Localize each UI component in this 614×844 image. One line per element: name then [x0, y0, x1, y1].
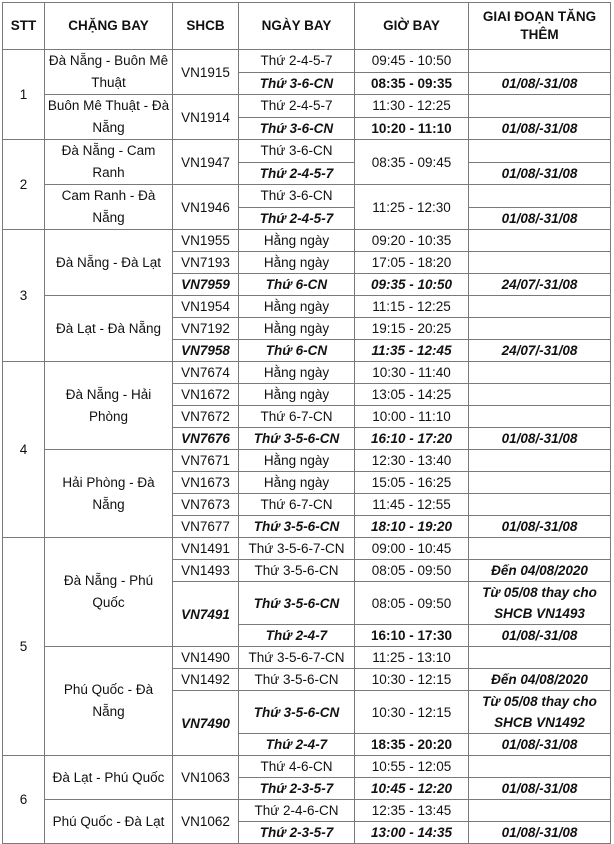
time-cell: 09:35 - 10:50 [355, 274, 469, 296]
table-row [3, 95, 611, 118]
time-cell: 10:20 - 11:10 [355, 117, 469, 140]
time-cell: 12:30 - 13:40 [355, 450, 469, 472]
days-cell: Hằng ngày [239, 362, 355, 384]
period-cell: 01/08/-31/08 [469, 207, 611, 230]
days-cell: Thứ 3-5-6-7-CN [239, 538, 355, 560]
flight-cell: VN7193 [173, 252, 239, 274]
period-cell [469, 756, 611, 778]
time-cell: 16:10 - 17:30 [355, 625, 469, 647]
days-cell: Thứ 2-3-5-7 [239, 822, 355, 844]
time-cell: 10:30 - 11:40 [355, 362, 469, 384]
days-cell: Thứ 3-5-6-CN [239, 428, 355, 450]
flight-cell: VN1672 [173, 384, 239, 406]
flight-cell: VN7192 [173, 318, 239, 340]
flight-cell: VN7672 [173, 406, 239, 428]
flight-cell: VN7673 [173, 494, 239, 516]
period-cell [469, 140, 611, 163]
header-row [3, 3, 611, 50]
time-cell: 11:45 - 12:55 [355, 494, 469, 516]
flight-cell: VN7676 [173, 428, 239, 450]
period-cell [469, 538, 611, 560]
flight-schedule-table [2, 2, 611, 844]
period-cell: Đến 04/08/2020 [469, 560, 611, 582]
days-cell: Thứ 6-7-CN [239, 406, 355, 428]
period-cell [469, 318, 611, 340]
days-cell: Thứ 2-4-5-7 [239, 50, 355, 73]
period-cell [469, 50, 611, 73]
flight-cell: VN1914 [173, 95, 239, 140]
time-cell: 13:00 - 14:35 [355, 822, 469, 844]
time-cell: 13:05 - 14:25 [355, 384, 469, 406]
days-cell: Thứ 3-5-6-CN [239, 691, 355, 734]
route-cell: Đà Nẵng - Hải Phòng [45, 362, 173, 450]
header-days: NGÀY BAY [239, 3, 355, 50]
days-cell: Thứ 6-CN [239, 340, 355, 362]
time-cell: 10:55 - 12:05 [355, 756, 469, 778]
period-cell: 01/08/-31/08 [469, 734, 611, 756]
route-cell: Đà Nẵng - Buôn Mê Thuật [45, 50, 173, 95]
table-row [3, 296, 611, 318]
table-row [3, 362, 611, 384]
header-flight: SHCB [173, 3, 239, 50]
time-cell: 10:30 - 12:15 [355, 669, 469, 691]
header-stt: STT [3, 3, 45, 50]
days-cell: Thứ 2-4-6-CN [239, 800, 355, 822]
period-cell: 01/08/-31/08 [469, 822, 611, 844]
route-cell: Cam Ranh - Đà Nẵng [45, 185, 173, 230]
period-cell: 01/08/-31/08 [469, 778, 611, 800]
stt-cell: 6 [3, 756, 45, 844]
time-cell: 11:25 - 13:10 [355, 647, 469, 669]
days-cell: Hằng ngày [239, 296, 355, 318]
flight-cell: VN1947 [173, 140, 239, 185]
time-cell: 17:05 - 18:20 [355, 252, 469, 274]
period-cell [469, 647, 611, 669]
route-cell: Đà Nẵng - Cam Ranh [45, 140, 173, 185]
flight-cell: VN7671 [173, 450, 239, 472]
stt-cell: 2 [3, 140, 45, 230]
days-cell: Thứ 3-5-6-CN [239, 669, 355, 691]
days-cell: Thứ 3-5-6-CN [239, 560, 355, 582]
days-cell: Thứ 6-7-CN [239, 494, 355, 516]
period-cell: 24/07/-31/08 [469, 340, 611, 362]
header-period: GIAI ĐOẠN TĂNG THÊM [469, 3, 611, 50]
time-cell: 10:45 - 12:20 [355, 778, 469, 800]
route-cell: Đà Lạt - Phú Quốc [45, 756, 173, 800]
flight-cell: VN1915 [173, 50, 239, 95]
flight-cell: VN7674 [173, 362, 239, 384]
header-time: GIỜ BAY [355, 3, 469, 50]
period-cell [469, 296, 611, 318]
flight-cell: VN1062 [173, 800, 239, 844]
route-cell: Hải Phòng - Đà Nẵng [45, 450, 173, 538]
time-cell: 10:30 - 12:15 [355, 691, 469, 734]
period-cell [469, 384, 611, 406]
flight-cell: VN1946 [173, 185, 239, 230]
days-cell: Thứ 2-4-7 [239, 625, 355, 647]
flight-cell: VN7491 [173, 582, 239, 647]
time-cell: 08:35 - 09:35 [355, 72, 469, 95]
period-cell: Đến 04/08/2020 [469, 669, 611, 691]
time-cell: 19:15 - 20:25 [355, 318, 469, 340]
flight-cell: VN1955 [173, 230, 239, 252]
period-cell [469, 252, 611, 274]
days-cell: Hằng ngày [239, 472, 355, 494]
days-cell: Thứ 2-4-5-7 [239, 95, 355, 118]
table-row [3, 230, 611, 252]
time-cell: 08:05 - 09:50 [355, 560, 469, 582]
flight-cell: VN1492 [173, 669, 239, 691]
time-cell: 11:15 - 12:25 [355, 296, 469, 318]
flight-cell: VN1490 [173, 647, 239, 669]
flight-cell: VN7490 [173, 691, 239, 756]
period-cell: 24/07/-31/08 [469, 274, 611, 296]
days-cell: Thứ 2-3-5-7 [239, 778, 355, 800]
time-cell: 15:05 - 16:25 [355, 472, 469, 494]
time-cell: 09:20 - 10:35 [355, 230, 469, 252]
flight-cell: VN7958 [173, 340, 239, 362]
period-cell: 01/08/-31/08 [469, 516, 611, 538]
route-cell: Đà Lạt - Đà Nẵng [45, 296, 173, 362]
table-row [3, 450, 611, 472]
time-cell: 12:35 - 13:45 [355, 800, 469, 822]
header-route: CHẶNG BAY [45, 3, 173, 50]
table-row [3, 647, 611, 669]
days-cell: Hằng ngày [239, 252, 355, 274]
table-row [3, 185, 611, 208]
time-cell: 09:45 - 10:50 [355, 50, 469, 73]
period-cell [469, 800, 611, 822]
period-cell: 01/08/-31/08 [469, 162, 611, 185]
period-cell [469, 406, 611, 428]
days-cell: Hằng ngày [239, 450, 355, 472]
period-cell [469, 472, 611, 494]
time-cell: 08:05 - 09:50 [355, 582, 469, 625]
flight-cell: VN7677 [173, 516, 239, 538]
period-cell [469, 95, 611, 118]
time-cell: 09:00 - 10:45 [355, 538, 469, 560]
flight-cell: VN1491 [173, 538, 239, 560]
days-cell: Thứ 3-5-6-7-CN [239, 647, 355, 669]
period-cell: 01/08/-31/08 [469, 428, 611, 450]
period-cell [469, 185, 611, 208]
time-cell: 18:35 - 20:20 [355, 734, 469, 756]
time-cell: 11:30 - 12:25 [355, 95, 469, 118]
flight-cell: VN1954 [173, 296, 239, 318]
route-cell: Đà Nẵng - Phú Quốc [45, 538, 173, 647]
flight-cell: VN1063 [173, 756, 239, 800]
days-cell: Thứ 3-6-CN [239, 185, 355, 208]
days-cell: Thứ 2-4-7 [239, 734, 355, 756]
period-cell [469, 230, 611, 252]
time-cell: 11:25 - 12:30 [355, 185, 469, 230]
flight-cell: VN1493 [173, 560, 239, 582]
period-cell [469, 362, 611, 384]
days-cell: Thứ 2-4-5-7 [239, 162, 355, 185]
stt-cell: 5 [3, 538, 45, 756]
table-row [3, 800, 611, 822]
days-cell: Thứ 3-5-6-CN [239, 582, 355, 625]
days-cell: Hằng ngày [239, 384, 355, 406]
table-row [3, 140, 611, 163]
route-cell: Phú Quốc - Đà Nẵng [45, 647, 173, 756]
route-cell: Buôn Mê Thuật - Đà Nẵng [45, 95, 173, 140]
days-cell: Thứ 4-6-CN [239, 756, 355, 778]
period-cell: Từ 05/08 thay cho SHCB VN1492 [469, 691, 611, 734]
time-cell: 08:35 - 09:45 [355, 140, 469, 185]
route-cell: Đà Nẵng - Đà Lạt [45, 230, 173, 296]
flight-cell: VN1673 [173, 472, 239, 494]
time-cell: 10:00 - 11:10 [355, 406, 469, 428]
time-cell: 16:10 - 17:20 [355, 428, 469, 450]
days-cell: Thứ 3-6-CN [239, 72, 355, 95]
period-cell: 01/08/-31/08 [469, 72, 611, 95]
days-cell: Thứ 3-6-CN [239, 117, 355, 140]
table-row [3, 50, 611, 73]
table-row [3, 538, 611, 560]
period-cell [469, 494, 611, 516]
stt-cell: 4 [3, 362, 45, 538]
period-cell [469, 450, 611, 472]
days-cell: Thứ 6-CN [239, 274, 355, 296]
days-cell: Hằng ngày [239, 318, 355, 340]
stt-cell: 3 [3, 230, 45, 362]
time-cell: 11:35 - 12:45 [355, 340, 469, 362]
period-cell: Từ 05/08 thay cho SHCB VN1493 [469, 582, 611, 625]
time-cell: 18:10 - 19:20 [355, 516, 469, 538]
flight-cell: VN7959 [173, 274, 239, 296]
days-cell: Thứ 3-5-6-CN [239, 516, 355, 538]
route-cell: Phú Quốc - Đà Lạt [45, 800, 173, 844]
days-cell: Thứ 3-6-CN [239, 140, 355, 163]
days-cell: Hằng ngày [239, 230, 355, 252]
period-cell: 01/08/-31/08 [469, 625, 611, 647]
period-cell: 01/08/-31/08 [469, 117, 611, 140]
stt-cell: 1 [3, 50, 45, 140]
days-cell: Thứ 2-4-5-7 [239, 207, 355, 230]
table-row [3, 756, 611, 778]
